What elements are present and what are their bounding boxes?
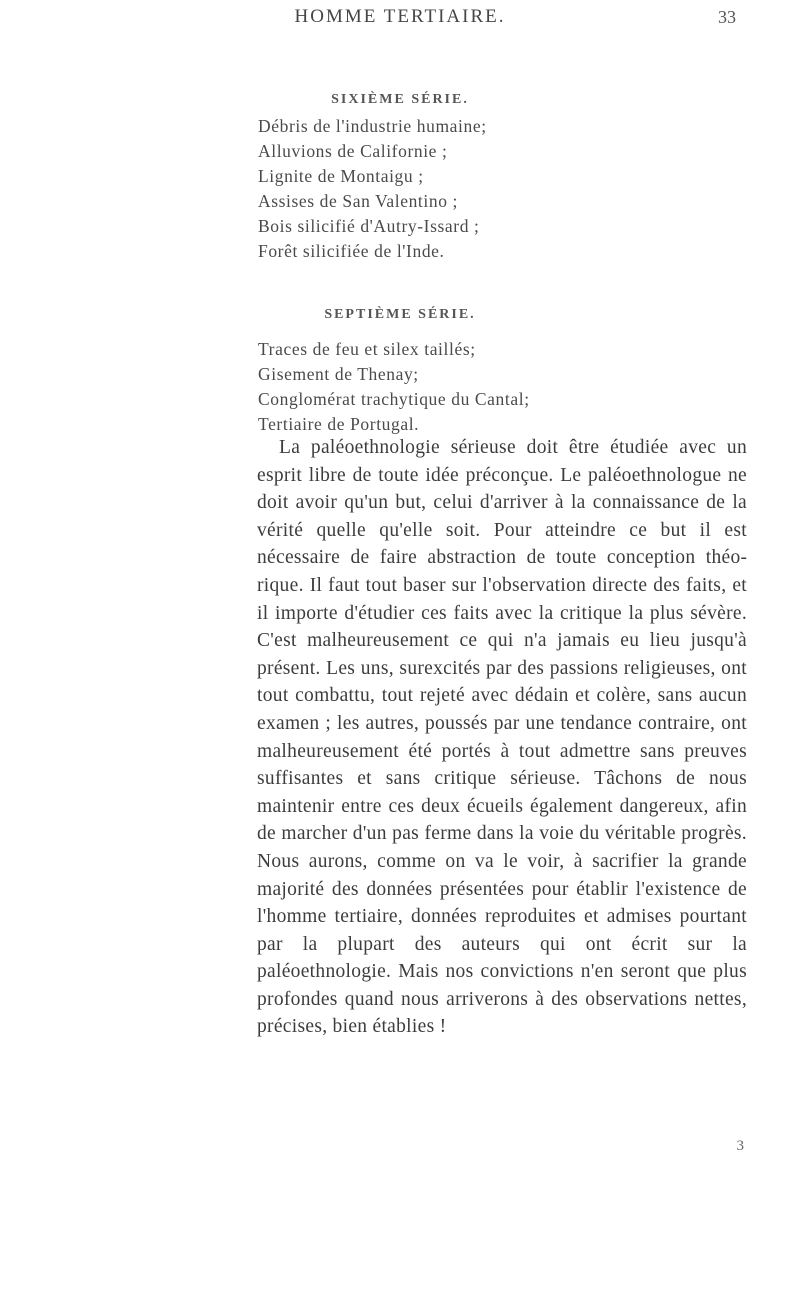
list-item: Conglomérat trachytique du Cantal; bbox=[258, 389, 530, 409]
series-six-heading: SIXIÈME SÉRIE. bbox=[331, 92, 469, 107]
list-item: Traces de feu et silex taillés; bbox=[258, 339, 476, 359]
page-number: 33 bbox=[718, 7, 736, 27]
series-six-list bbox=[258, 114, 487, 264]
body-paragraph: La paléoethnologie sérieuse doit être étudiée avec un esprit libre de toute idée préconçue. Le paléoethnologue ne doit avoir qu'un but, celui d'arriver à la connaissance de la vérité quelle qu'elle soit. Pour atteindre ce but il est nécessaire de faire abstraction de toute conception théorique. Il faut tout baser sur l'observation directe des faits, et il importe d'étudier ces faits avec la critique la plus sévère. C'est malheureusement ce qui n'a jamais eu lieu jusqu'à présent. Les uns, surexcités par des passions religieuses, ont tout combattu, tout rejeté avec dédain et colère, sans aucun examen ; les autres, poussés par une tendance contraire, ont malheureusement été portés à tout admettre sans preuves suffisantes et sans critique sérieuse. Tâchons de nous maintenir entre ces deux écueils également dangereux, afin de marcher d'un pas ferme dans la voie du véritable progrès. Nous aurons, comme on va le voir, à sacrifier la grande majorité des données présentées pour établir l'existence de l'homme tertiaire, données reproduites et admises pourtant par la plupart des auteurs qui ont écrit sur la paléoethnologie. Mais nos convictions n'en seront que plus profondes quand nous arriverons à des observations nettes, précises, bien établies ! bbox=[257, 437, 747, 1038]
list-item: Forêt silicifiée de l'Inde. bbox=[258, 241, 445, 261]
list-item: Alluvions de Californie ; bbox=[258, 141, 448, 161]
series-seven-heading: SEPTIÈME SÉRIE. bbox=[324, 307, 476, 322]
list-item: Assises de San Valentino ; bbox=[258, 191, 458, 211]
list-item: Tertiaire de Portugal. bbox=[258, 414, 420, 434]
running-head bbox=[0, 6, 800, 36]
list-item: Lignite de Montaigu ; bbox=[258, 166, 424, 186]
signature-mark: 3 bbox=[736, 1138, 744, 1154]
list-item: Gisement de Thenay; bbox=[258, 364, 419, 384]
running-title: HOMME TERTIAIRE. bbox=[294, 6, 506, 27]
series-seven-list bbox=[258, 337, 530, 437]
list-item: Bois silicifié d'Autry-Issard ; bbox=[258, 216, 480, 236]
list-item: Débris de l'industrie humaine; bbox=[258, 116, 487, 136]
